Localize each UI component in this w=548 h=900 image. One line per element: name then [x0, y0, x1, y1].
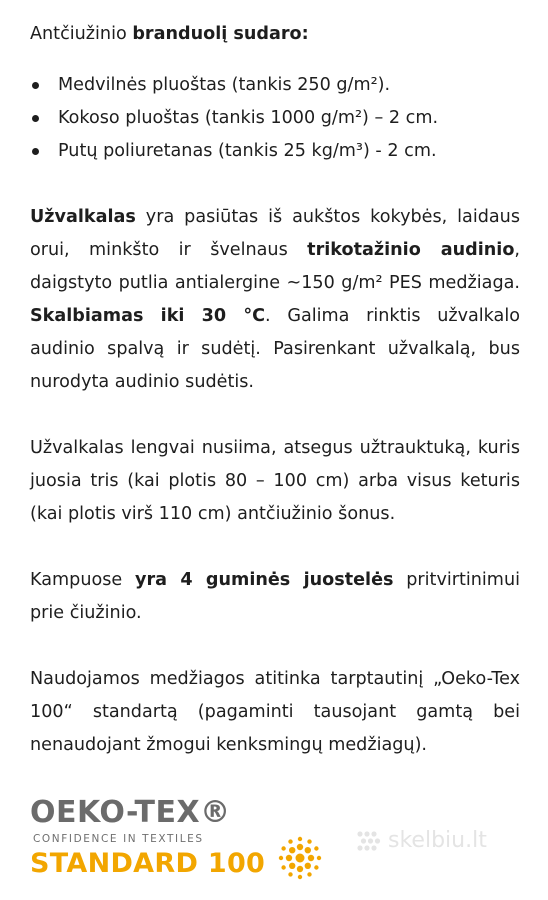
core-heading-text: Antčiužinio: [30, 24, 133, 44]
logo-standard: STANDARD 100: [30, 848, 266, 879]
corners-text-1: Kampuose: [30, 570, 135, 590]
corners-bold: yra 4 guminės juostelės: [135, 570, 394, 590]
logo-tagline: CONFIDENCE IN TEXTILES: [33, 833, 204, 845]
list-item: Putų poliuretanas (tankis 25 kg/m³) - 2 cm.: [30, 135, 520, 168]
cover-text-3: . Galima rinktis užvalkalo audinio spalvą ir sudėtį. Pasirenkant užvalkalą, bus nurodyta audinio sudėtis.: [30, 306, 520, 392]
skelbiu-logo-icon: [356, 830, 382, 852]
cover-bold-2: trikotažinio audinio: [307, 240, 515, 260]
oeko-tex-logo: [30, 796, 330, 886]
list-item: Medvilnės pluoštas (tankis 250 g/m²).: [30, 69, 520, 102]
list-item: Kokoso pluoštas (tankis 1000 g/m²) – 2 cm.: [30, 102, 520, 135]
oeko-tex-flower-icon: [278, 836, 322, 880]
cover-bold-3: Skalbiamas iki 30 °C: [30, 306, 266, 326]
description-content: [30, 18, 520, 762]
logo-brand: OEKO-TEX®: [30, 795, 231, 830]
watermark-text: skelbiu.lt: [388, 828, 487, 853]
materials-list: [30, 69, 520, 168]
core-heading-bold: branduolį sudaro:: [132, 24, 309, 44]
cover-text-2: , daigstyto putlia antialergine ~150 g/m² PES medžiaga.: [30, 240, 520, 293]
standard-paragraph: Naudojamos medžiagos atitinka tarptautinį „Oeko-Tex 100“ standartą (pagaminti tausojant gamtą bei nenaudojant žmogui kenksmingų medžiagų).: [30, 669, 520, 755]
core-heading: [30, 18, 520, 51]
removal-paragraph: Užvalkalas lengvai nusiima, atsegus užtrauktuką, kuris juosia tris (kai plotis 80 – 100 cm) arba visus keturis (kai plotis virš 110 cm) antčiužinio šonus.: [30, 438, 520, 524]
cover-paragraph: [30, 201, 520, 399]
corners-text-2: pritvirtinimui prie čiužinio.: [30, 570, 520, 623]
cover-bold-1: Užvalkalas: [30, 207, 136, 227]
corners-paragraph: [30, 564, 520, 630]
skelbiu-watermark: [356, 826, 526, 856]
cover-text-1: yra pasiūtas iš aukštos kokybės, laidaus orui, minkšto ir švelnaus: [30, 207, 520, 260]
